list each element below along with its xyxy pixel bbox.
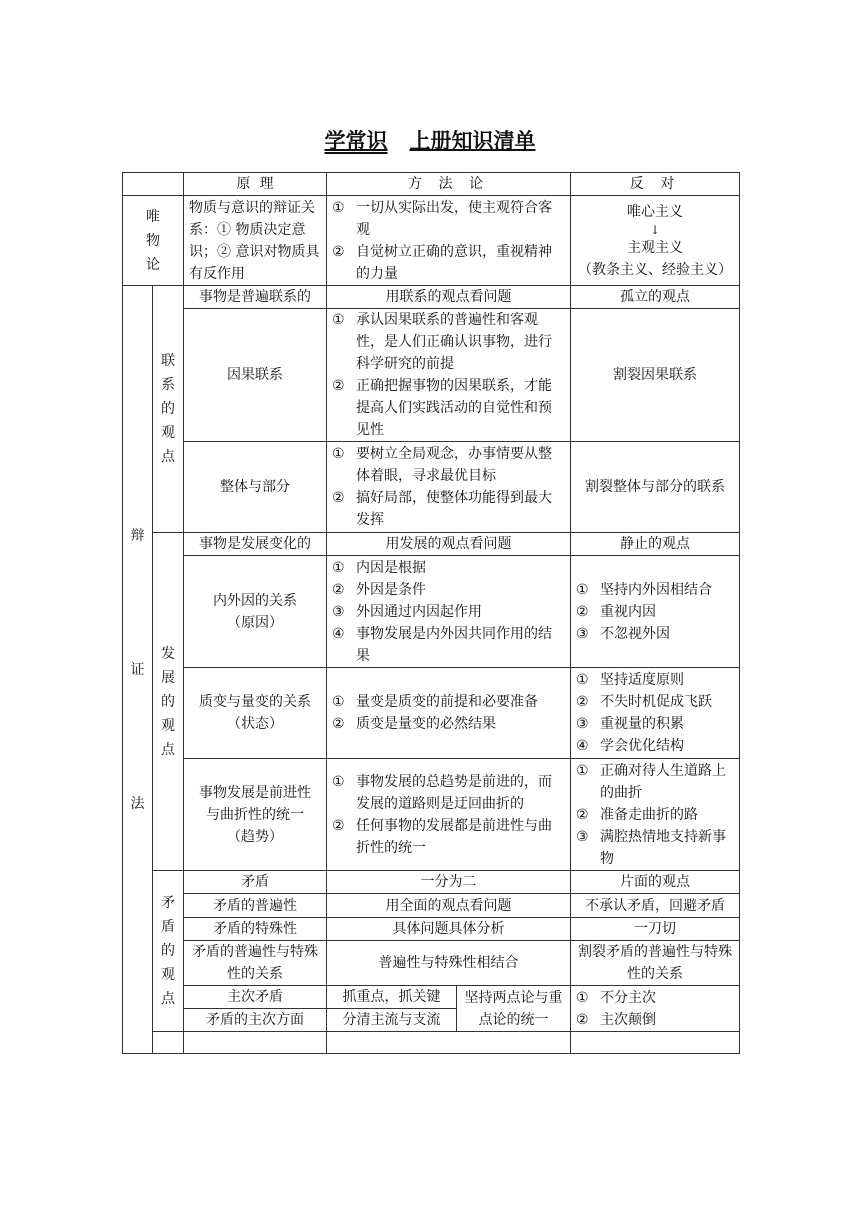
causal-oppose: 割裂因果联系 [571, 309, 740, 442]
whole-oppose: 割裂整体与部分的联系 [571, 442, 740, 533]
particularity-oppose: 一刀切 [571, 918, 740, 941]
list-item: ② 不失时机促成飞跃 [576, 691, 734, 713]
header-blank [123, 173, 184, 196]
list-item: ③ 外因通过内因起作用 [332, 601, 565, 623]
quality-oppose [571, 668, 740, 759]
relation-oppose: 割裂矛盾的普遍性与特殊性的关系 [571, 941, 740, 986]
list-item: ② 准备走曲折的路 [576, 804, 734, 826]
list-item: ① 事物发展的总趋势是前进的，而发展的道路则是迂回曲折的 [332, 771, 565, 815]
table-row [123, 986, 740, 1009]
table-row [123, 668, 740, 759]
table-row [123, 533, 740, 556]
maodun-principle: 矛盾 [184, 871, 327, 894]
particularity-method: 具体问题具体分析 [327, 918, 571, 941]
list-item: ② 搞好局部，使整体功能得到最大发挥 [332, 487, 565, 531]
fazhan-method: 用发展的观点看问题 [327, 533, 571, 556]
down-arrow-icon: ↓ [649, 222, 661, 237]
table-row [123, 894, 740, 918]
causal-principle: 因果联系 [184, 309, 327, 442]
weiwu-principle: 物质与意识的辩证关系：① 物质决定意识；② 意识对物质具有反作用 [184, 196, 327, 286]
list-item: ④ 学会优化结构 [576, 735, 734, 757]
empty-row [123, 1032, 740, 1054]
list-item: ② 自觉树立正确的意识，重视精神的力量 [332, 241, 565, 285]
universality-oppose: 不承认矛盾，回避矛盾 [571, 894, 740, 918]
table-row [123, 286, 740, 309]
table-row [123, 759, 740, 871]
cause-methods [327, 556, 571, 668]
trend-principle: 事物发展是前进性 与曲折性的统一 （趋势） [184, 759, 327, 871]
list-item: ② 主次颠倒 [576, 1009, 734, 1031]
list-item: ② 质变是量变的必然结果 [332, 713, 565, 735]
title-main: 上册知识清单 [409, 128, 536, 153]
relation-principle: 矛盾的普遍性与特殊性的关系 [184, 941, 327, 986]
empty-cell [153, 1032, 184, 1054]
table-row [123, 556, 740, 668]
list-item: ① 承认因果联系的普遍性和客观性，是人们正确认识事物，进行科学研究的前提 [332, 309, 565, 375]
causal-methods [327, 309, 571, 442]
cause-oppose [571, 556, 740, 668]
empty-cell [327, 1032, 571, 1054]
table-row [123, 918, 740, 941]
header-row [123, 173, 740, 196]
lianxi-principle: 事物是普遍联系的 [184, 286, 327, 309]
section-bianzheng: 辩 证 法 [123, 286, 153, 1054]
list-item: ② 重视内因 [576, 601, 734, 623]
main-contradiction: 主次矛盾 [184, 986, 327, 1009]
lianxi-method: 用联系的观点看问题 [327, 286, 571, 309]
table-row [123, 442, 740, 533]
main-method-shared: 坚持两点论与重点论的统一 [457, 986, 571, 1032]
weiwu-oppose: 唯心主义 ↓ 主观主义 （教条主义、经验主义） [571, 196, 740, 286]
universality-principle: 矛盾的普遍性 [184, 894, 327, 918]
trend-oppose [571, 759, 740, 871]
list-item: ② 正确把握事物的因果联系，才能提高人们实践活动的自觉性和预见性 [332, 375, 565, 441]
table-row [123, 871, 740, 894]
whole-methods [327, 442, 571, 533]
empty-cell [571, 1032, 740, 1054]
main-aspect: 矛盾的主次方面 [184, 1009, 327, 1032]
table-row [123, 941, 740, 986]
trend-methods [327, 759, 571, 871]
list-item: ② 任何事物的发展都是前进性与曲折性的统一 [332, 815, 565, 859]
section-lianxi: 联 系 的 观 点 [153, 286, 184, 533]
list-item: ③ 满腔热情地支持新事物 [576, 826, 734, 870]
list-item: ① 坚持内外因相结合 [576, 579, 734, 601]
header-method: 方 法 论 [327, 173, 571, 196]
list-item: ① 一切从实际出发，使主观符合客观 [332, 197, 565, 241]
list-item: ④ 事物发展是内外因共同作用的结果 [332, 623, 565, 667]
fazhan-principle: 事物是发展变化的 [184, 533, 327, 556]
maodun-oppose: 片面的观点 [571, 871, 740, 894]
weiwu-row [123, 196, 740, 286]
relation-method: 普遍性与特殊性相结合 [327, 941, 571, 986]
table-row [123, 309, 740, 442]
list-item: ① 量变是质变的前提和必要准备 [332, 691, 565, 713]
main-method-1: 抓重点，抓关键 [327, 986, 457, 1009]
weiwu-methods [327, 196, 571, 286]
header-principle: 原 理 [184, 173, 327, 196]
lianxi-oppose: 孤立的观点 [571, 286, 740, 309]
empty-cell [184, 1032, 327, 1054]
list-item: ① 内因是根据 [332, 557, 565, 579]
quality-methods [327, 668, 571, 759]
list-item: ① 不分主次 [576, 987, 734, 1009]
document-title [0, 125, 860, 155]
list-item: ① 要树立全局观念，办事情要从整体着眼，寻求最优目标 [332, 443, 565, 487]
list-item: ① 坚持适度原则 [576, 669, 734, 691]
maodun-method: 一分为二 [327, 871, 571, 894]
list-item: ③ 不忽视外因 [576, 623, 734, 645]
main-method-2: 分清主流与支流 [327, 1009, 457, 1032]
section-weiwu: 唯 物 论 [123, 196, 184, 286]
list-item: ③ 重视量的积累 [576, 713, 734, 735]
list-item: ② 外因是条件 [332, 579, 565, 601]
fazhan-oppose: 静止的观点 [571, 533, 740, 556]
whole-principle: 整体与部分 [184, 442, 327, 533]
cause-principle: 内外因的关系 （原因） [184, 556, 327, 668]
section-fazhan: 发 展 的 观 点 [153, 533, 184, 871]
particularity-principle: 矛盾的特殊性 [184, 918, 327, 941]
title-prefix: 学常识 [324, 128, 388, 153]
header-oppose: 反 对 [571, 173, 740, 196]
quality-principle: 质变与量变的关系 （状态） [184, 668, 327, 759]
main-oppose [571, 986, 740, 1032]
section-maodun: 矛 盾 的 观 点 [153, 871, 184, 1032]
list-item: ① 正确对待人生道路上的曲折 [576, 760, 734, 804]
universality-method: 用全面的观点看问题 [327, 894, 571, 918]
knowledge-table [122, 172, 740, 1054]
